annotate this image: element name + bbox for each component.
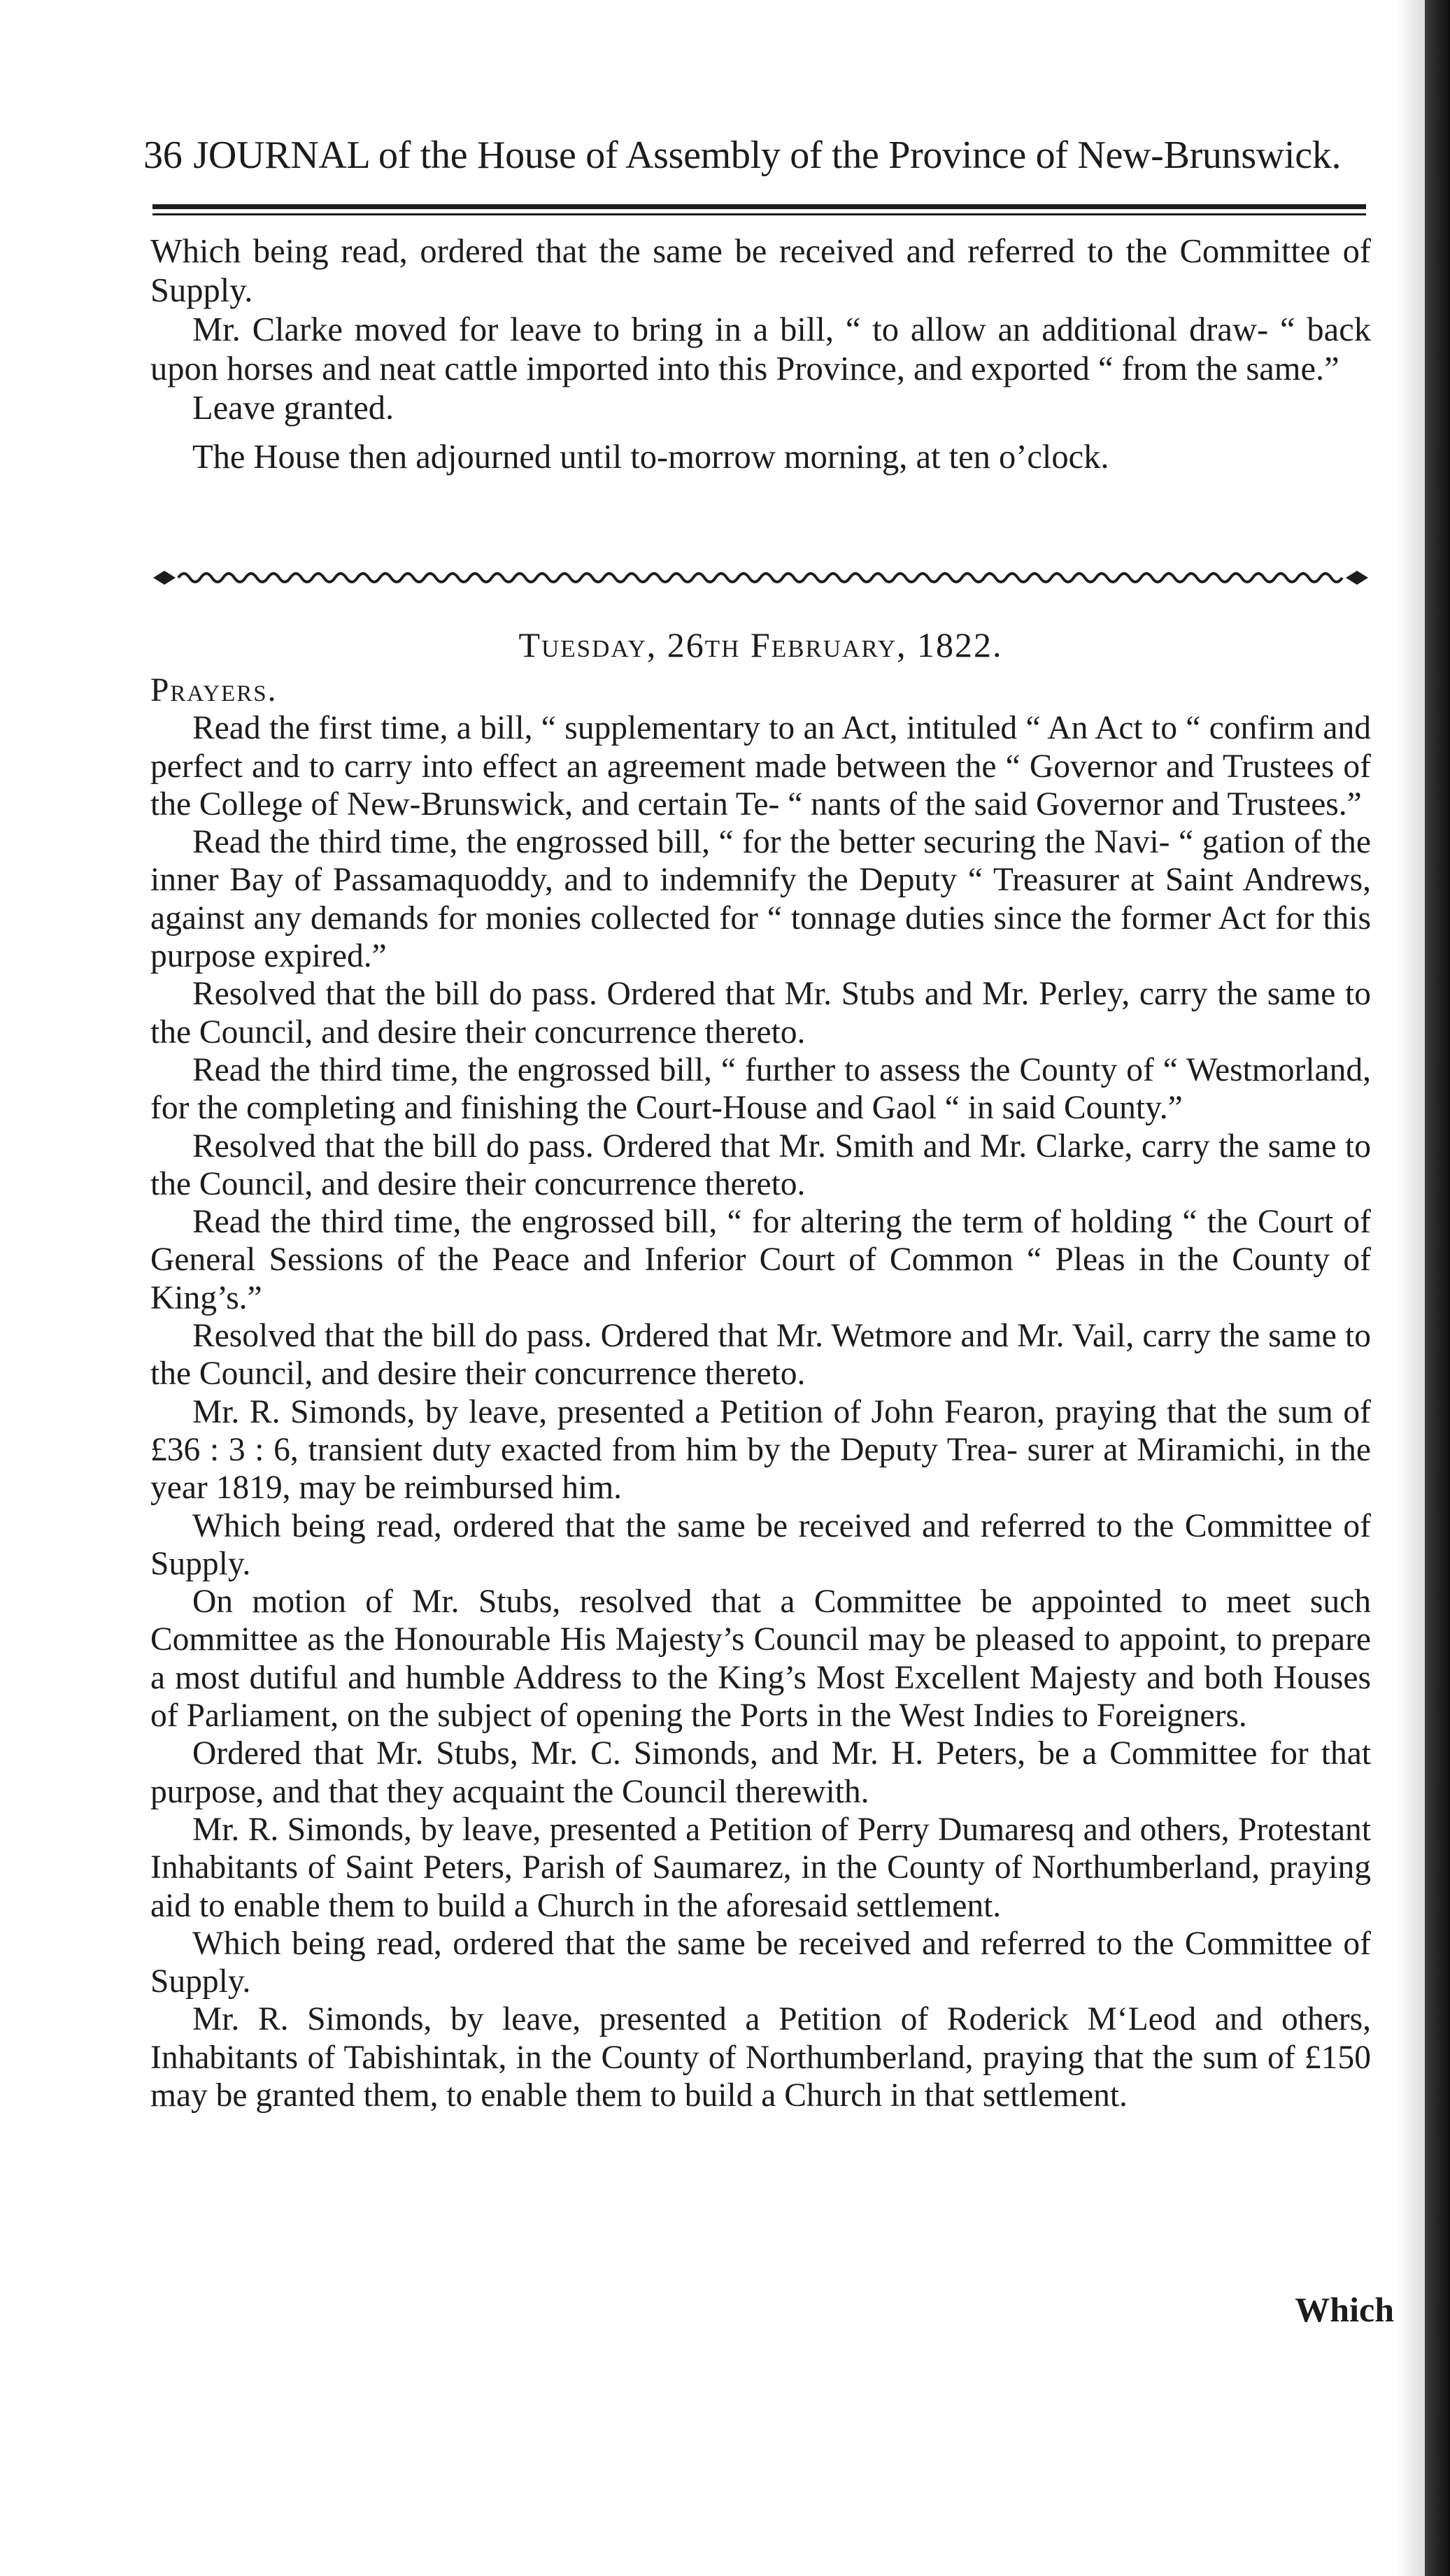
binding-shadow bbox=[1425, 0, 1450, 2576]
day-heading: Tuesday, 26th February, 1822. bbox=[518, 625, 1003, 664]
paragraph: Resolved that the bill do pass. Ordered that Mr. Smith and Mr. Clarke, carry the same to the Council, and desire their concurrence thereto. bbox=[150, 1127, 1371, 1202]
ornament-wave bbox=[150, 565, 1371, 590]
ornamental-divider bbox=[150, 565, 1371, 590]
paragraph: On motion of Mr. Stubs, resolved that a Committee be appointed to meet such Committee as the Honourable His Majesty’s Council may be pleased to appoint, to prepare a most dutiful and humble Address to the King’s Most Excellent Majesty and both Houses of Parliament, on the subject of opening the Ports in the West Indies to Foreigners. bbox=[150, 1584, 1371, 1735]
paragraph: Read the first time, a bill, “ supplementary to an Act, intituled “ An Act to “ confirm and perfect and to carry into effect an agreement made between the “ Governor and Trustees of the College of New-Brunswick, and certain Te- “ nants of the said Governor and Trustees.” bbox=[150, 710, 1371, 823]
catchword: Which bbox=[1295, 2290, 1394, 2329]
paragraph: Read the third time, the engrossed bill, “ further to assess the County of “ Westmorland, for the completing and finishing the Court-House and Gaol “ in said County.” bbox=[150, 1051, 1371, 1127]
page-number: 36 bbox=[143, 134, 183, 177]
previous-day-section bbox=[150, 232, 1371, 477]
paragraph: Read the third time, the engrossed bill, “ for altering the term of holding “ the Court of General Sessions of the Peace and Inferior Court of Common “ Pleas in the County of King’s.” bbox=[150, 1204, 1371, 1316]
paragraph: Mr. R. Simonds, by leave, presented a Petition of John Fearon, praying that the sum of £36 : 3 : 6, transient duty exacted from him by the Deputy Trea- surer at Miramichi, in the year 1819, may be reimbursed him. bbox=[150, 1393, 1371, 1507]
paragraph: Which being read, ordered that the same be received and referred to the Committee of Supply. bbox=[150, 1925, 1371, 2000]
paragraph: Mr. R. Simonds, by leave, presented a Petition of Perry Dumaresq and others, Protestant Inhabitants of Saint Peters, Parish of Saumarez, in the County of Northumberland, praying aid to enable them to build a Church in the aforesaid settlement. bbox=[150, 1811, 1371, 1924]
binding-edge bbox=[1397, 0, 1425, 2576]
prayers-label: Prayers. bbox=[150, 672, 278, 709]
header-rule-thick bbox=[152, 204, 1366, 209]
paragraph: Resolved that the bill do pass. Ordered that Mr. Stubs and Mr. Perley, carry the same to the Council, and desire their concurrence thereto. bbox=[150, 976, 1371, 1051]
paragraph: Read the third time, the engrossed bill, “ for the better securing the Navi- “ gation of the inner Bay of Passamaquoddy, and to indemnify the Deputy “ Treasurer at Saint Andrews, against any demands for monies collected for “ tonnage duties since the former Act for this purpose expired.” bbox=[150, 824, 1371, 975]
paragraph: Ordered that Mr. Stubs, Mr. C. Simonds, and Mr. H. Peters, be a Committee for that purpose, and that they acquaint the Council therewith. bbox=[150, 1735, 1371, 1810]
adjournment-paragraph: The House then adjourned until to-morrow morning, at ten o’clock. bbox=[192, 439, 1109, 476]
paragraph: Resolved that the bill do pass. Ordered that Mr. Wetmore and Mr. Vail, carry the same to the Council, and desire their concurrence thereto. bbox=[150, 1318, 1371, 1393]
paragraph: Mr. Clarke moved for leave to bring in a bill, “ to allow an additional draw- “ back upon horses and neat cattle imported into this Province, and exported “ from the same.” bbox=[150, 311, 1371, 387]
paragraph: Which being read, ordered that the same be received and referred to the Committee of Supply. bbox=[150, 233, 1371, 309]
running-title: JOURNAL of the House of Assembly of the Province of New-Brunswick. bbox=[193, 134, 1342, 177]
header-rule-thin bbox=[152, 213, 1366, 215]
running-header bbox=[143, 130, 1367, 180]
paragraph: Leave granted. bbox=[192, 390, 395, 427]
proceedings-section bbox=[150, 671, 1371, 2114]
paragraph: Mr. R. Simonds, by leave, presented a Petition of Roderick M‘Leod and others, Inhabitants of Tabishintak, in the County of Northumberland, praying that the sum of £150 may be granted them, to enable them to build a Church in that settlement. bbox=[150, 2001, 1371, 2114]
paragraph: Which being read, ordered that the same be received and referred to the Committee of Supply. bbox=[150, 1507, 1371, 1582]
